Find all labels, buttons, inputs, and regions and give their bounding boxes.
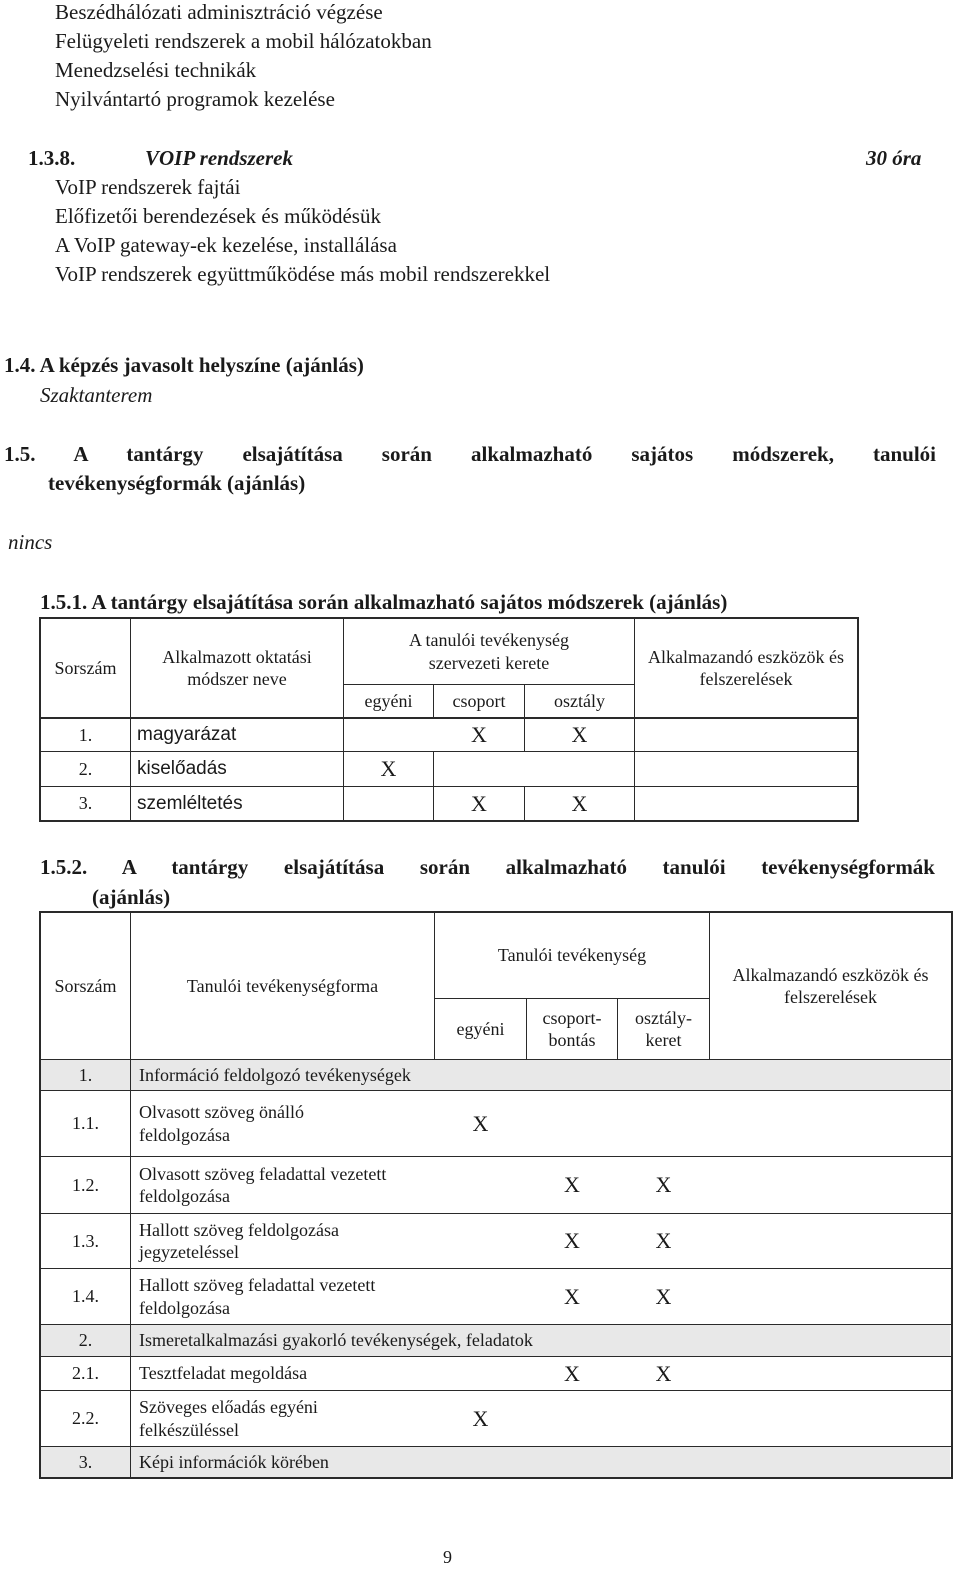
header-class: osztály-keret — [635, 1007, 692, 1050]
header-group: csoport — [452, 690, 506, 711]
row-number: 1.2. — [72, 1174, 99, 1195]
page-number: 9 — [443, 1547, 452, 1567]
row-group: X — [564, 1172, 580, 1198]
section-heading-cont: (ajánlás) — [92, 885, 171, 909]
row-individual: X — [472, 1405, 489, 1431]
row-individual: X — [472, 1110, 489, 1136]
row-individual: X — [380, 756, 397, 782]
row-individual — [435, 1269, 526, 1324]
row-number: 1. — [78, 724, 93, 745]
row-individual — [435, 1357, 526, 1390]
header-tools: Alkalmazandó eszközök és felszerelések — [732, 964, 929, 1007]
row-class: X — [655, 1228, 672, 1254]
header-tools: Alkalmazandó eszközök és felszerelések — [648, 646, 844, 689]
row-name: Olvasott szöveg önálló feldolgozása — [139, 1102, 304, 1145]
row-name: Hallott szöveg feldolgozása jegyzeteléssel — [139, 1219, 339, 1262]
row-class: X — [655, 1360, 672, 1386]
row-group-title: Képi információk körében — [139, 1451, 329, 1472]
row-class: X — [571, 790, 588, 816]
row-individual — [435, 1157, 526, 1213]
topic-item: Előfizetői berendezések és működésük — [55, 204, 381, 228]
topic-item: VoIP rendszerek együttműködése más mobil rendszerekkel — [55, 262, 551, 286]
section-heading-cont: tevékenységformák (ajánlás) — [48, 471, 306, 495]
header-form: Tanulói tevékenységforma — [186, 975, 379, 996]
row-class — [618, 1391, 709, 1446]
row-group: X — [564, 1360, 580, 1386]
row-name: kiselőadás — [137, 758, 227, 780]
header-sorszam: Sorszám — [54, 975, 117, 996]
row-individual — [344, 787, 433, 820]
section-heading: 1.5.1. A tantárgy elsajátítása során alkalmazható sajátos módszerek (ajánlás) — [40, 590, 728, 614]
row-group: X — [564, 1228, 580, 1254]
row-name: szemléltetés — [137, 792, 243, 814]
header-individual: egyéni — [364, 690, 413, 711]
row-number: 1.1. — [72, 1113, 99, 1134]
row-class: X — [655, 1172, 672, 1198]
section-title: VOIP rendszerek — [145, 146, 293, 170]
row-number: 2. — [78, 758, 93, 779]
row-individual — [435, 1214, 526, 1268]
row-group-title: Ismeretalkalmazási gyakorló tevékenységek, feladatok — [139, 1330, 533, 1351]
header-group: csoport-bontás — [542, 1007, 602, 1050]
header-frame: A tanulói tevékenység szervezeti kerete — [409, 630, 569, 673]
section-heading: 1.4. A képzés javasolt helyszíne (ajánlás) — [4, 353, 364, 377]
row-group — [434, 752, 524, 786]
topic-item: VoIP rendszerek fajtái — [55, 175, 241, 199]
row-number: 1.3. — [72, 1230, 99, 1251]
row-number: 2.2. — [72, 1408, 99, 1429]
row-name: Szöveges előadás egyéni felkészüléssel — [139, 1397, 318, 1440]
row-group — [527, 1091, 617, 1156]
row-name: Olvasott szöveg feladattal vezetett feldolgozása — [139, 1163, 387, 1206]
row-class: X — [571, 722, 588, 748]
intro-item: Menedzselési technikák — [55, 58, 257, 82]
section-number: 1.3.8. — [28, 146, 76, 170]
intro-item: Nyilvántartó programok kezelése — [55, 87, 335, 111]
row-group: X — [471, 790, 487, 816]
row-individual — [344, 719, 433, 751]
row-class — [618, 1091, 709, 1156]
row-group-title: Információ feldolgozó tevékenységek — [139, 1064, 411, 1085]
section-heading: 1.5.2. A tantárgy elsajátítása során alkalmazható tanulói tevékenységformák — [40, 855, 935, 879]
row-number: 3. — [78, 1451, 93, 1472]
header-sorszam: Sorszám — [54, 657, 117, 678]
topic-item: A VoIP gateway-ek kezelése, installálása — [55, 233, 397, 257]
row-class — [525, 752, 634, 786]
row-group — [527, 1391, 617, 1446]
section-heading: 1.5. A tantárgy elsajátítása során alkalmazható sajátos módszerek, tanulói — [4, 442, 936, 466]
section-value: nincs — [8, 530, 53, 554]
header-individual: egyéni — [456, 1018, 505, 1039]
row-name: Hallott szöveg feladattal vezetett feldolgozása — [139, 1275, 376, 1318]
header-activity: Tanulói tevékenység — [497, 945, 647, 966]
section-hours: 30 óra — [866, 146, 922, 170]
row-name: magyarázat — [137, 724, 237, 746]
row-group: X — [471, 722, 487, 748]
section-value: Szaktanterem — [40, 383, 153, 407]
row-number: 1.4. — [72, 1286, 99, 1307]
header-method: Alkalmazott oktatási módszer neve — [162, 646, 312, 689]
header-class: osztály — [554, 690, 605, 711]
row-number: 3. — [78, 793, 93, 814]
row-number: 2.1. — [72, 1363, 99, 1384]
row-group: X — [564, 1283, 580, 1309]
row-class: X — [655, 1283, 672, 1309]
intro-item: Beszédhálózati adminisztráció végzése — [55, 0, 383, 24]
intro-item: Felügyeleti rendszerek a mobil hálózatokban — [55, 29, 432, 53]
row-number: 2. — [78, 1330, 93, 1351]
row-name: Tesztfeladat megoldása — [139, 1363, 308, 1384]
row-number: 1. — [78, 1064, 93, 1085]
